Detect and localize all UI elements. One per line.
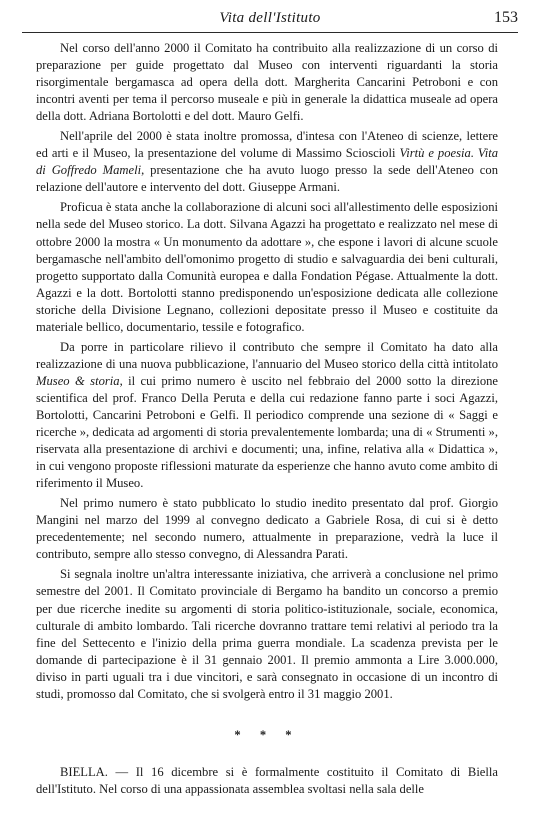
section-separator: * * * — [234, 727, 300, 742]
running-title: Vita dell'Istituto — [219, 10, 321, 26]
body-text — [36, 40, 498, 801]
paragraph-book-presentation: Nell'aprile del 2000 è stata inoltre promossa, d'intesa con l'Ateneo di scienze, lettere ed arti e il Museo, la presentazione del volume di Massimo Scioscioli Virtù e poesia. Vita di Goffredo Mameli, presentazione che ha avuto luogo presso la sede dell'Ateneo con relazione dell'autore e intervento del dott. Giuseppe Armani. — [36, 129, 498, 195]
page-header — [22, 6, 518, 33]
paragraph-guide-course: Nel corso dell'anno 2000 il Comitato ha contribuito alla realizzazione di un corso di preparazione per guide progettato dal Museo con interventi riguardanti la storia risorgimentale bergamasca ad opera della dott. Margherita Cancarini Petroboni e con incontri aventi per tema il percorso museale e più in generale la didattica museale ad opera della dott. Adriana Bortolotti e del dott. Mauro Gelfi. — [36, 41, 498, 124]
paragraph-yearbook: Da porre in particolare rilievo il contributo che sempre il Comitato ha dato alla realizzazione di una nuova pubblicazione, l'annuario del Museo storico della città intitolato Museo & storia, il cui primo numero è uscito nel febbraio del 2000 sotto la direzione scientifica del prof. Franco Della Peruta e della cui redazione fanno parte i soci Agazzi, Bortolotti, Cancarini Petroboni e Gelfi. Il periodico comprende una sezione di « Saggi e ricerche », dedicata ad argomenti di storia prevalentemente lombarda; una di « Strumenti », riservata alla presentazione di archivi e documenti; una, infine, relativa alla « Didattica », in cui vengono proposte riflessioni maturate da esperienze che hanno avuto come ambito di riferimento il Museo. — [36, 339, 498, 491]
paragraph-first-issue: Nel primo numero è stato pubblicato lo studio inedito presentato dal prof. Giorgio Mangini nel marzo del 1999 al convegno dedicato a Gabriele Rosa, di cui si è detto precedentemente; nel secondo numero, attualmente in preparazione, vedrà la luce il contributo, sempre allo stesso convegno, di Alessandra Parati. — [36, 496, 498, 562]
yearbook-title: Museo & storia — [36, 373, 120, 388]
book-title: Virtù e poesia. Vita di Goffredo Mameli — [36, 146, 498, 178]
paragraph-prize-competition: Si segnala inoltre un'altra interessante iniziativa, che arriverà a conclusione nel primo semestre del 2001. Il Comitato provinciale di Bergamo ha bandito un concorso a premio per due ricerche inedite su argomenti di storia politico-istituzionale, sociale, economica, culturale di ambito lombardo. Tali ricerche dovranno trattare temi relativi al periodo tra la fine del Settecento e l'inizio della prima guerra mondiale. La scadenza prevista per le domande di partecipazione è il 31 gennaio 2001. Il premio ammonta a Lire 3.000.000, diviso in parti uguali tra i due vincitori, e sarà consegnato in occasione di un incontro di studi, promosso dal Comitato, che si svolgerà entro il 31 maggio 2001. — [36, 567, 498, 701]
page-number: 153 — [494, 9, 518, 26]
paragraph-exhibitions: Proficua è stata anche la collaborazione di alcuni soci all'allestimento delle esposizioni nella sede del Museo storico. La dott. Silvana Agazzi ha progettato e realizzato nel mese di ottobre 2000 la mostra « Un monumento da adottare », che espone i lavori di alcune scuole bergamasche nell'ambito dell'omonimo progetto di studio e salvaguardia dei beni culturali, progetto supportato dalla Comunità europea e dalla Fondation Pégase. Attualmente la dott. Agazzi e la dott. Bortolotti stanno predisponendo un'esposizione dedicata alle collezione storiche della Divisione Legnano, collezioni depositate presso il Museo e costituite da materiale bellico, documentario, tessile e fotografico. — [36, 200, 498, 334]
paragraph-biella: BIELLA. — Il 16 dicembre si è formalmente costituito il Comitato di Biella dell'Istituto. Nel corso di una appassionata assemblea svoltasi nella sala delle — [36, 764, 498, 796]
